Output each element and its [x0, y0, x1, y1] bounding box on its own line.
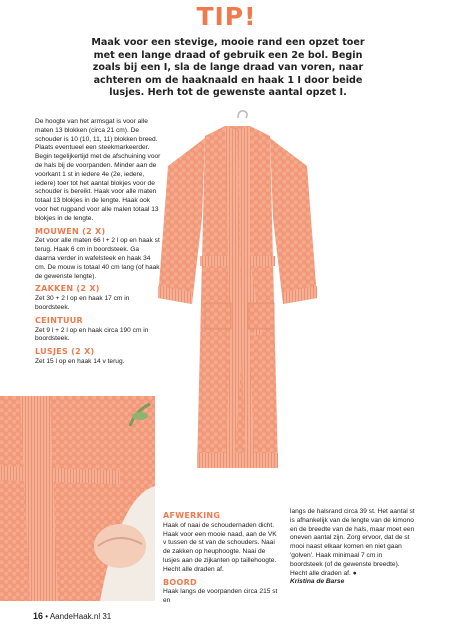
section-body-mouwen: Zet voor alle maten 66 l + 2 l op en haak st terug. Haak 6 cm in boordsteek. Ga daarna verder in wafelsteek en haak 34 cm. De mouw is totaal 40 cm lang (of haak de gewenste lengte).: [35, 237, 160, 280]
section-heading-boord: BOORD: [163, 577, 197, 587]
tip-text: Maak voor een stevige, mooie rand een opzet toer met een lange draad of gebruik een 2e bol. Begin zoals bij een I, sla de lange draad van voren, naar achteren om de haaknaald en haak 1 I door beide lusjes. Herh tot de gewenste aantal opzet I.: [91, 37, 365, 99]
magazine-name: AandeHaak.nl 31: [49, 612, 112, 621]
footer-bullet: •: [45, 612, 49, 621]
hanger-icon: [238, 111, 247, 118]
middle-column: [163, 508, 281, 606]
section-body-zakken: Zet 30 + 2 l op en haak 17 cm in boordsteek.: [35, 295, 130, 311]
section-body-boord: Haak langs de voorpanden circa 215 st en: [163, 588, 278, 605]
section-heading-lusjes: LUSJES (2 X): [35, 347, 95, 357]
page-footer: [33, 611, 111, 621]
section-heading-afwerking: AFWERKING: [163, 511, 221, 520]
right-body-text: langs de halsrand circa 39 st. Het aantal st is afhankelijk van de lengte van de kimono en de breedte van de hals, maar moet een oneven aantal zijn. Zorg ervoor, dat de st mooi naast elkaar komen en niet gaan 'golven'. Haak minimaal 7 cm in boordsteek (of de gewenste breedte). Hecht alle draden af.: [290, 508, 415, 577]
author-signature: Kristina de Barse: [290, 578, 345, 586]
page-number: 16: [33, 611, 44, 621]
right-column-body: [290, 508, 416, 578]
section-body-lusjes: Zet 15 l op en haak 14 v terug.: [35, 357, 125, 365]
kimono-photo: [150, 108, 325, 483]
left-column: [35, 118, 161, 367]
model-closeup-photo: [0, 396, 155, 601]
section-body-afwerking: Haak of naai de schoudernaden dicht. Haak voor een mooie naad, aan de VK v tussen de st van de schouders. Naai de zakken op heuphoogte. Naai de lusjes aan de zijkanten op taillehoogte. Hecht alle draden af.: [163, 521, 277, 573]
right-column: [290, 508, 416, 587]
section-heading-ceintuur: CEINTUUR: [35, 315, 84, 325]
section-heading-zakken: ZAKKEN (2 X): [35, 284, 100, 294]
intro-paragraph: De hoogte van het armsgat is voor alle maten 13 blokken (circa 21 cm). De schouder is 10 (10, 11, 11) blokken breed. Plaats eventueel een steekmarkeerder. Begin tegelijkertijd met de afschuining voor de hals bij de voorpanden. Minder aan de voorkant 1 st in iedere 4e (2e, iedere, iedere) toer tot het aantal blokjes voor de schouder is bereikt. Haak voor alle maten totaal 13 blokjes in de lengte. Haak ook voor het rugpand voor alle malen totaal 13 blokjes in de lengte.: [35, 118, 161, 222]
section-heading-mouwen: MOUWEN (2 X): [35, 226, 106, 236]
section-body-ceintuur: Zet 9 l + 2 l op en haak circa 190 cm in boordsteek.: [35, 326, 149, 343]
tip-title: TIP!: [196, 2, 257, 31]
end-mark: ●: [352, 569, 357, 577]
